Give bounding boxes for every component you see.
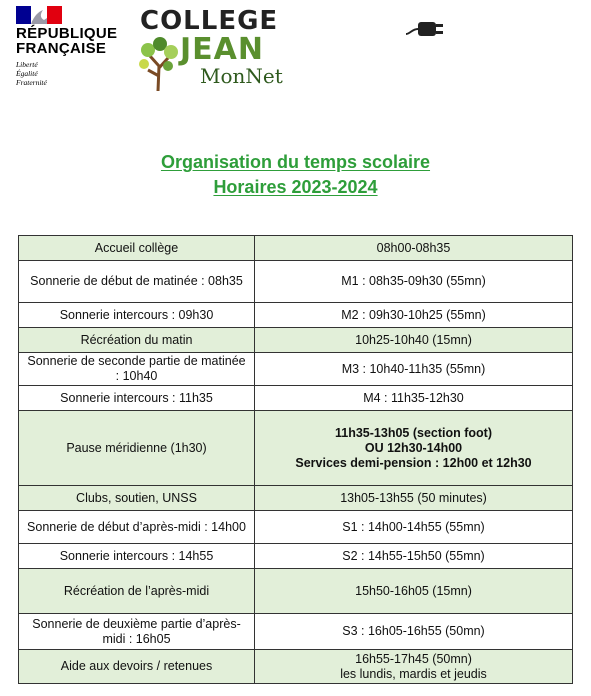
table-row xyxy=(19,353,573,386)
row-time xyxy=(255,411,573,486)
motto-egalite: Égalité xyxy=(16,69,38,78)
row-label: Clubs, soutien, UNSS xyxy=(19,486,255,511)
table-row xyxy=(19,569,573,614)
time-line: OU 12h30-14h00 xyxy=(364,440,463,455)
row-time xyxy=(255,328,573,353)
table-row xyxy=(19,236,573,261)
time-line: M3 : 10h40-11h35 (55mn) xyxy=(341,361,486,376)
time-line: S1 : 14h00-14h55 (55mn) xyxy=(342,519,485,534)
time-line: Services demi-pension : 12h00 et 12h30 xyxy=(295,455,532,470)
table-row xyxy=(19,614,573,650)
row-label: Sonnerie de deuxième partie d’après-midi : 16h05 xyxy=(19,614,255,650)
table-row xyxy=(19,511,573,544)
table-row xyxy=(19,328,573,353)
time-line: S2 : 14h55-15h50 (55mn) xyxy=(342,548,485,563)
row-time xyxy=(255,303,573,328)
row-time xyxy=(255,386,573,411)
title-line-1: Organisation du temps scolaire xyxy=(160,152,431,172)
row-time xyxy=(255,569,573,614)
row-label: Sonnerie de début d’après-midi : 14h00 xyxy=(19,511,255,544)
time-line: M4 : 11h35-12h30 xyxy=(363,390,464,405)
time-line: 11h35-13h05 (section foot) xyxy=(335,425,492,440)
row-label: Sonnerie intercours : 14h55 xyxy=(19,544,255,569)
motto-liberte: Liberté xyxy=(16,60,38,69)
time-line: M2 : 09h30-10h25 (55mn) xyxy=(341,307,486,322)
time-line: 08h00-08h35 xyxy=(376,240,451,255)
republique-francaise-logo xyxy=(16,26,117,87)
table-row xyxy=(19,386,573,411)
jean-lettering: JEAN xyxy=(180,32,264,67)
row-time xyxy=(255,236,573,261)
table-row xyxy=(19,411,573,486)
table-row xyxy=(19,544,573,569)
time-line: 13h05-13h55 (50 minutes) xyxy=(340,490,487,505)
time-line: les lundis, mardis et jeudis xyxy=(340,666,487,681)
document-title xyxy=(0,150,591,200)
republic-line-1: RÉPUBLIQUE xyxy=(16,25,118,42)
row-time xyxy=(255,511,573,544)
row-label: Pause méridienne (1h30) xyxy=(19,411,255,486)
row-time xyxy=(255,614,573,650)
table-row xyxy=(19,650,573,684)
motto-fraternite: Fraternité xyxy=(16,78,47,87)
row-label: Récréation de l’après-midi xyxy=(19,569,255,614)
republic-motto xyxy=(16,60,117,87)
row-label: Accueil collège xyxy=(19,236,255,261)
marianne-flag-icon xyxy=(16,6,62,24)
college-lettering: COLLEGE xyxy=(140,6,279,36)
table-row xyxy=(19,261,573,303)
schedule-table xyxy=(18,235,573,684)
row-time xyxy=(255,353,573,386)
row-label: Sonnerie intercours : 11h35 xyxy=(19,386,255,411)
tree-icon xyxy=(138,36,180,91)
college-jean-monnet-logo xyxy=(138,6,318,94)
row-label: Récréation du matin xyxy=(19,328,255,353)
row-time xyxy=(255,650,573,684)
time-line: 15h50-16h05 (15mn) xyxy=(355,583,472,598)
row-label: Aide aux devoirs / retenues xyxy=(19,650,255,684)
row-time xyxy=(255,261,573,303)
time-line: 16h55-17h45 (50mn) xyxy=(355,651,472,666)
time-line: 10h25-10h40 (15mn) xyxy=(355,332,472,347)
row-time xyxy=(255,486,573,511)
title-line-2: Horaires 2023-2024 xyxy=(213,177,378,197)
monnet-lettering: MonNet xyxy=(200,64,283,88)
time-line: S3 : 16h05-16h55 (50mn) xyxy=(342,624,485,638)
row-time xyxy=(255,544,573,569)
row-label: Sonnerie de début de matinée : 08h35 xyxy=(19,261,255,303)
table-row xyxy=(19,486,573,511)
row-label: Sonnerie de seconde partie de matinée : 10h40 xyxy=(19,353,255,386)
time-line: M1 : 08h35-09h30 (55mn) xyxy=(341,274,486,288)
table-row xyxy=(19,303,573,328)
plug-icon xyxy=(276,12,456,52)
republic-line-2: FRANÇAISE xyxy=(16,40,107,57)
row-label: Sonnerie intercours : 09h30 xyxy=(19,303,255,328)
